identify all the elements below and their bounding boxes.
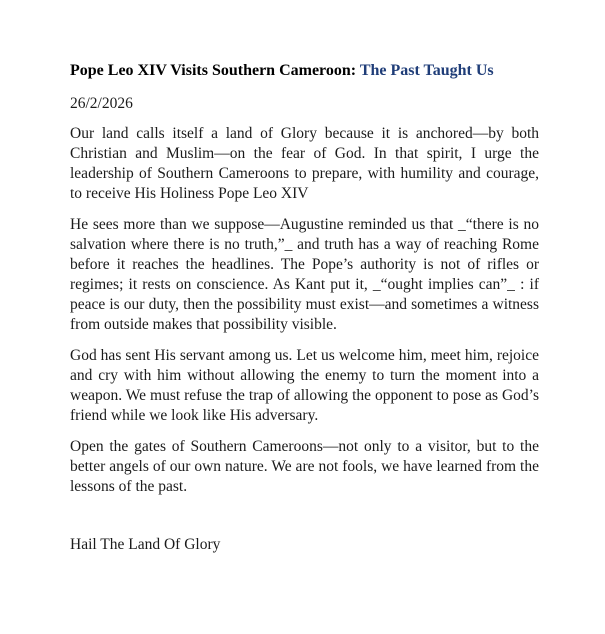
closing-line: Hail The Land Of Glory (70, 536, 221, 553)
title-highlight: The Past Taught Us (359, 62, 494, 79)
paragraph-4: Open the gates of Southern Cameroons—not only to a visitor, but to the better angels of our own nature. We are not fools, we have learned from the lessons of the past. (70, 438, 539, 495)
title-separator: : (350, 62, 360, 79)
paragraph-2: He sees more than we suppose—Augustine reminded us that _“there is no salvation where there is no truth,”_ and truth has a way of reaching Rome before it reaches the headlines. The Pope’s authority is not of rifles or regimes; it rests on conscience. As Kant put it, _“ought implies can”_ : if peace is our duty, then the possibility must exist—and sometimes a witness from outside makes that possibility visible. (70, 216, 539, 333)
document-title (70, 61, 539, 81)
paragraph-3: God has sent His servant among us. Let us welcome him, meet him, rejoice and cry with him without allowing the enemy to turn the moment into a weapon. We must refuse the trap of allowing the opponent to pose as God’s friend while we look like His adversary. (70, 347, 539, 424)
document-date: 26/2/2026 (70, 95, 133, 112)
title-main: Pope Leo XIV Visits Southern Cameroon (70, 62, 351, 79)
paragraph-1: Our land calls itself a land of Glory because it is anchored—by both Christian and Muslim—on the fear of God. In that spirit, I urge the leadership of Southern Cameroons to prepare, with humility and courage, to receive His Holiness Pope Leo XIV (70, 125, 539, 202)
